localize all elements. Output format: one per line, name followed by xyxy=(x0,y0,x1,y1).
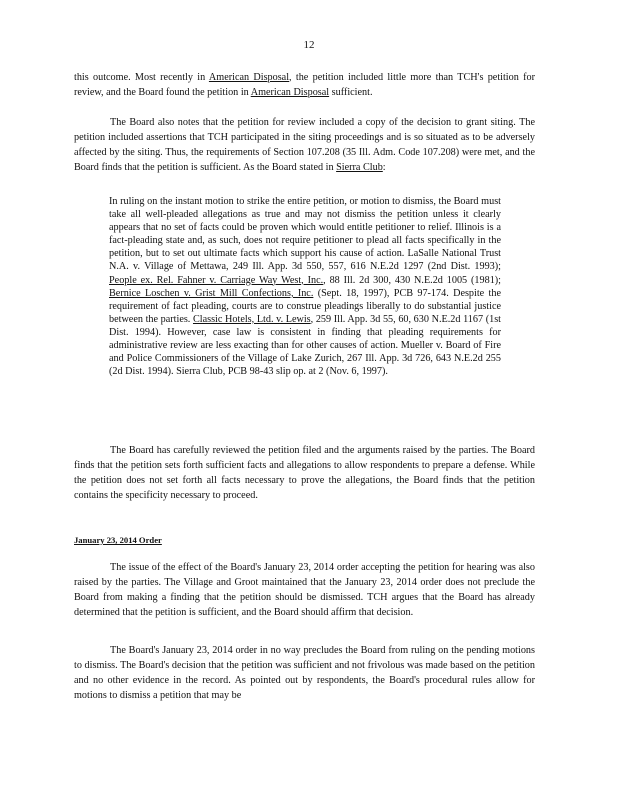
p1-text-c: sufficient. xyxy=(329,87,373,99)
quote-text-b: , 88 Ill. 2d 300, 430 N.E.2d 1005 (1981); xyxy=(323,274,502,286)
case-cite-american-disposal-2: American Disposal xyxy=(250,87,330,99)
case-cite-classic-hotels-v-lewis: Classic Hotels, Ltd. v. Lewis xyxy=(192,313,311,325)
section-heading: January 23, 2014 Order xyxy=(74,535,162,545)
page-number: 12 xyxy=(303,39,315,51)
quote-text-d: , 259 Ill. App. 3d 55, 60, 630 N.E.2d 1167 (1st Dist. 1994). However, case law is consistent in finding that pleading requirements for administrative review are less exacting than for other causes of action. Mueller v. Board of Fire and Police Commissioners of the Village of Lake Zurich, 267 Ill. App. 3d 726, 643 N.E.2d 255 (2d Dist. 1994). Sierra Club, PCB 98-43 slip op. at 2 (Nov. 6, 1997). xyxy=(109,313,501,378)
p2-text-b: : xyxy=(382,162,386,174)
p1-text-b: , the petition included little more than TCH's petition for review, and the Board found the petition in xyxy=(74,72,535,99)
block-quote xyxy=(109,195,501,378)
case-cite-loschen-v-grist-mill: Bernice Loschen v. Grist Mill Confections, Inc. xyxy=(109,287,314,299)
p1-text-a: this outcome. Most recently in xyxy=(74,72,209,83)
paragraph-1 xyxy=(74,70,535,100)
paragraph-4: The issue of the effect of the Board's January 23, 2014 order accepting the petition for hearing was also raised by the parties. The Village and Groot maintained that the January 23, 2014 order does not preclude the Board from making a finding that the petition should be dismissed. TCH argues that the Board has already determined that the petition is sufficient, and the Board should affirm that decision. xyxy=(74,562,535,619)
case-cite-american-disposal-1: American Disposal xyxy=(208,72,290,83)
quote-text-a: In ruling on the instant motion to strike the entire petition, or motion to dismiss, the Board must take all well-pleaded allegations as true and may not dismiss the petition unless it clearly appears that no set of facts could be proven which would entitle petitioner to relief. Illinois is a fact-pleading state and, as such, does not require petitioner to plead all facts specifically in the petition, but to set out ultimate facts which support his cause of action. LaSalle National Trust N.A. v. Village of Mettawa, 249 Ill. App. 3d 550, 557, 616 N.E.2d 1297 (2nd Dist. 1993); xyxy=(109,196,501,273)
p2-text-a: The Board also notes that the petition for review included a copy of the decision to grant siting. The petition included assertions that TCH participated in the siting proceedings and is so situated as to be adversely affected by the siting. Thus, the requirements of Section 107.208 (35 Ill. Adm. Code 107.208) were met, and the Board finds that the petition is sufficient. As the Board stated in xyxy=(74,117,535,174)
paragraph-2 xyxy=(74,115,535,175)
paragraph-3: The Board has carefully reviewed the petition filed and the arguments raised by the parties. The Board finds that the petition sets forth sufficient facts and allegations to allow respondents to prepare a defense. While the petition does not set forth all facts necessary to prove the allegations, the Board finds that the petition contains the specificity necessary to proceed. xyxy=(74,445,535,502)
case-cite-people-v-carriage-way: People ex. Rel. Fahner v. Carriage Way West, Inc. xyxy=(109,274,324,286)
quote-text-c: (Sept. 18, 1997), PCB 97-174. Despite the requirement of fact pleading, courts are to construe pleadings liberally to do substantial justice between the parties. xyxy=(109,287,501,325)
case-cite-sierra-club: Sierra Club xyxy=(336,162,383,174)
paragraph-5: The Board's January 23, 2014 order in no way precludes the Board from ruling on the pending motions to dismiss. The Board's decision that the petition was sufficient and not frivolous was made based on the petition and no other evidence in the record. As pointed out by respondents, the Board's procedural rules allow for motions to dismiss a petition that may be xyxy=(74,645,535,702)
